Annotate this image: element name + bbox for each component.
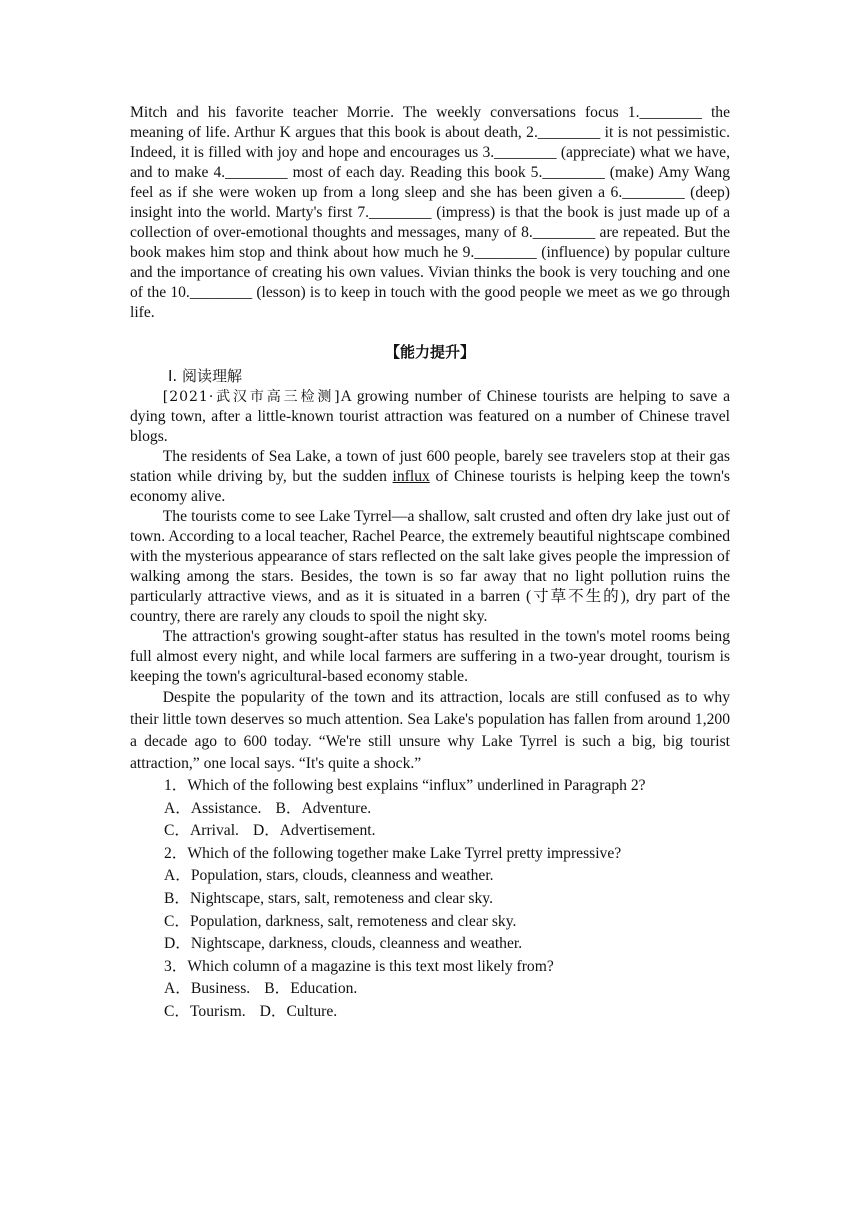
option[interactable]: C．Arrival. <box>164 822 239 840</box>
option[interactable]: D．Nightscape, darkness, clouds, cleanness and weather. <box>164 935 523 953</box>
passage-source: [2021·武汉市高三检测] <box>162 389 341 405</box>
passage-paragraph-4: The attraction's growing sought-after status has resulted in the town's motel rooms being full almost every night, and while local farmers are suffering in a two-year drought, tourism is keeping the town's agricultural-based economy stable. <box>130 628 730 685</box>
option[interactable]: A．Business. <box>164 980 251 998</box>
option-row <box>130 933 730 956</box>
option-row <box>130 978 730 1001</box>
section-label: Ⅰ. 阅读理解 <box>168 367 242 385</box>
option[interactable]: D．Advertisement. <box>252 822 376 840</box>
option[interactable]: C．Tourism. <box>164 1002 246 1020</box>
option[interactable]: B．Adventure. <box>275 799 372 817</box>
question-2 <box>130 843 730 956</box>
option-row <box>130 888 730 911</box>
option-row <box>130 865 730 888</box>
option[interactable]: B．Education. <box>264 980 358 998</box>
question-stem: 1．Which of the following best explains “influx” underlined in Paragraph 2? <box>164 777 646 794</box>
passage-paragraph-1: [2021·武汉市高三检测]A growing number of Chinese tourists are helping to save a dying town, after a little-known tourist attraction was featured on a number of Chinese travel blogs. <box>130 388 730 445</box>
option-row <box>130 911 730 934</box>
option[interactable]: B．Nightscape, stars, salt, remoteness and clear sky. <box>164 889 493 907</box>
option-row <box>130 1001 730 1024</box>
underlined-word: influx <box>392 468 430 485</box>
document-page <box>130 103 730 1024</box>
section-heading: 【能力提升】 <box>384 343 475 361</box>
passage-paragraph-2: The residents of Sea Lake, a town of just 600 people, barely see travelers stop at their gas station while driving by, but the sudden influx of Chinese tourists is helping keep the town's economy alive. <box>130 448 730 505</box>
option[interactable]: A．Assistance. <box>164 799 262 817</box>
option[interactable]: C．Population, darkness, salt, remoteness and clear sky. <box>164 912 517 930</box>
option[interactable]: A．Population, stars, clouds, cleanness and weather. <box>164 867 494 885</box>
option-row <box>130 798 730 821</box>
question-stem: 3．Which column of a magazine is this text most likely from? <box>164 957 554 975</box>
cloze-paragraph: Mitch and his favorite teacher Morrie. The weekly conversations focus 1.________ the meaning of life. Arthur K argues that this book is about death, 2.________ it is not pessimistic. Indeed, it is filled with joy and hope and encourages us 3.________ (appreciate) what we have, and to make 4.________ most of each day. Reading this book 5.________ (make) Amy Wang feel as if she were woken up from a long sleep and she has been given a 6.________ (deep) insight into the world. Marty's first 7.________ (impress) is that the book is just made up of a collection of over-emotional thoughts and messages, many of 8.________ are repeated. But the book makes him stop and think about how much he 9.________ (influence) by popular culture and the importance of creating his own values. Vivian thinks the book is very touching and one of the 10.________ (lesson) is to keep in touch with the good people we meet as we go through life. <box>130 104 730 321</box>
option[interactable]: D．Culture. <box>259 1002 338 1020</box>
question-1 <box>130 775 730 843</box>
option-row <box>130 820 730 843</box>
passage-paragraph-3: The tourists come to see Lake Tyrrel—a shallow, salt crusted and often dry lake just out of town. According to a local teacher, Rachel Pearce, the extremely beautiful nightscape combined with the mysterious appearance of stars reflected on the salt lake gives people the impression of walking among the stars. Besides, the town is so far away that no light pollution ruins the particularly attractive views, and as it is situated in a barren (寸草不生的), dry part of the country, there are rarely any clouds to spoil the night sky. <box>130 508 730 625</box>
question-3 <box>130 956 730 1024</box>
question-stem: 2．Which of the following together make Lake Tyrrel pretty impressive? <box>164 844 622 862</box>
passage-paragraph-5: Despite the popularity of the town and its attraction, locals are still confused as to why their little town deserves so much attention. Sea Lake's population has fallen from around 1,200 a decade ago to 600 today. “We're still unsure why Lake Tyrrel is such a big, big tourist attraction,” one local says. “It's quite a shock.” <box>130 689 730 772</box>
